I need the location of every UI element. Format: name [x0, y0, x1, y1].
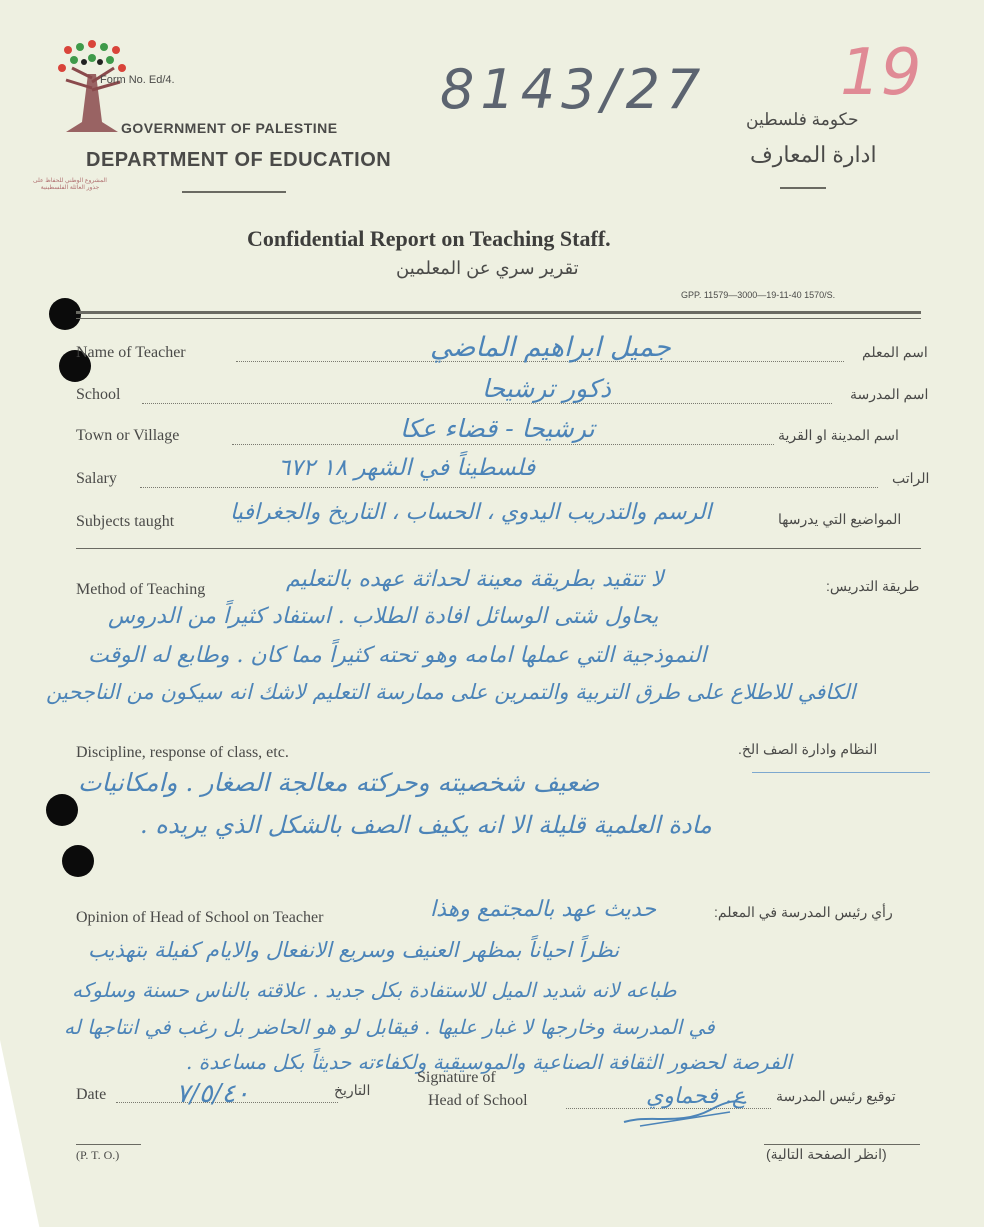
field-label-en: Town or Village [76, 427, 180, 444]
salary-value: فلسطيناً في الشهر ١٨ ٦٧٢ [278, 455, 536, 481]
header-rule [780, 187, 826, 189]
field-label-ar: اسم المدينة او القرية [778, 427, 899, 443]
method-text-line: النموذجية التي عملها امامه وهو تحته كثيراً مما كان . وطابع له الوقت [88, 643, 707, 668]
field-label-en: Subjects taught [76, 513, 175, 530]
method-label-ar: طريقة التدريس: [826, 578, 920, 594]
pto-en: (P. T. O.) [76, 1148, 120, 1162]
department-title-ar: ادارة المعارف [750, 142, 877, 167]
method-text-line: لا تتقيد بطريقة معينة لحداثة عهده بالتعليم [286, 567, 664, 592]
head-signature: ع. فحماوي [646, 1084, 746, 1109]
discipline-text-line: ضعيف شخصيته وحركته معالجة الصغار . وامكانيات [78, 768, 600, 797]
fill-line [232, 444, 774, 445]
teacher-name-value: جميل ابراهيم الماضي [430, 332, 671, 363]
punch-hole [46, 794, 78, 826]
subjects-value: الرسم والتدريب اليدوي ، الحساب ، التاريخ والجغرافيا [230, 500, 712, 525]
field-label-en: School [76, 386, 121, 403]
logo-caption: المشروع الوطني للحفاظ على جذور العائلة الفلسطينية [33, 178, 107, 191]
scan-edge-corner [0, 1040, 40, 1227]
opinion-label-ar: رأي رئيس المدرسة في المعلم: [714, 904, 893, 920]
punch-hole [62, 845, 94, 877]
opinion-text-line: طباعه لانه شديد الميل للاستفادة بكل جديد . علاقته بالناس حسنة وسلوكه [72, 978, 677, 1002]
signature-label-en: Signature of [417, 1069, 496, 1086]
footer-rule [76, 1144, 141, 1145]
print-reference: GPP. 11579—3000—19-11-40 1570/S. [681, 290, 836, 300]
report-title-en: Confidential Report on Teaching Staff. [247, 226, 611, 251]
signature-label-en: Head of School [428, 1092, 528, 1109]
footer-rule [764, 1144, 920, 1145]
method-text-line: يحاول شتى الوسائل افادة الطلاب . استفاد كثيراً من الدروس [108, 604, 659, 629]
family-tree-logo [52, 38, 132, 138]
field-label-ar: الراتب [892, 470, 930, 486]
signature-flourish [620, 1092, 750, 1132]
opinion-text-line: حديث عهد بالمجتمع وهذا [430, 897, 657, 922]
field-label-ar: اسم المعلم [862, 344, 928, 360]
scan-edge [984, 0, 992, 1227]
field-label-en: Name of Teacher [76, 344, 186, 361]
hand-underline [752, 772, 930, 773]
opinion-text-line: في المدرسة وخارجها لا غبار عليها . فيقابل لو هو الحاضر بل رغب في انتاجها له [64, 1015, 715, 1039]
fill-line [140, 487, 878, 488]
fill-line [142, 403, 832, 404]
section-rule [76, 548, 921, 549]
opinion-label-en: Opinion of Head of School on Teacher [76, 909, 324, 926]
field-label-en: Salary [76, 470, 117, 487]
opinion-text-line: نظراً احياناً بمظهر العنيف وسريع الانفعال والايام كفيلة بتهذيب [88, 938, 620, 962]
government-title-en: GOVERNMENT OF PALESTINE [121, 120, 338, 136]
discipline-text-line: مادة العلمية قليلة الا انه يكيف الصف بالشكل الذي يريده . [140, 811, 712, 839]
pto-ar: (انظر الصفحة التالية) [766, 1146, 887, 1162]
field-label-ar: المواضيع التي يدرسها [778, 511, 902, 527]
field-label-ar: اسم المدرسة [850, 386, 929, 402]
government-title-ar: حكومة فلسطين [746, 110, 859, 129]
date-label-ar: التاريخ [334, 1082, 371, 1098]
title-rule [76, 318, 921, 319]
punch-hole [49, 298, 81, 330]
discipline-label-en: Discipline, response of class, etc. [76, 744, 289, 761]
file-number: 8143/27 [440, 58, 707, 121]
signature-label-ar: توقيع رئيس المدرسة [776, 1088, 896, 1104]
folio-number: 19 [840, 36, 922, 110]
discipline-label-ar: النظام وادارة الصف الخ. [738, 741, 878, 757]
method-text-line: الكافي للاطلاع على طرق التربية والتمرين على ممارسة التعليم لاشك انه سيكون من الناجحين [46, 680, 856, 704]
department-title-en: DEPARTMENT OF EDUCATION [86, 149, 392, 171]
method-label-en: Method of Teaching [76, 581, 206, 598]
town-value: ترشيحا - قضاء عكا [400, 414, 595, 443]
header-rule [182, 191, 286, 193]
date-value: ٧/٥/٤٠ [176, 1079, 250, 1109]
school-value: ذكور ترشيحا [482, 374, 611, 403]
opinion-text-line: الفرصة لحضور الثقافة الصناعية والموسيقية ولكفاءته حديثاً بكل مساعدة . [186, 1050, 792, 1074]
report-title-ar: تقرير سري عن المعلمين [396, 258, 579, 278]
title-rule [76, 311, 921, 314]
date-label-en: Date [76, 1086, 107, 1103]
form-number: Form No. Ed/4. [100, 74, 175, 86]
